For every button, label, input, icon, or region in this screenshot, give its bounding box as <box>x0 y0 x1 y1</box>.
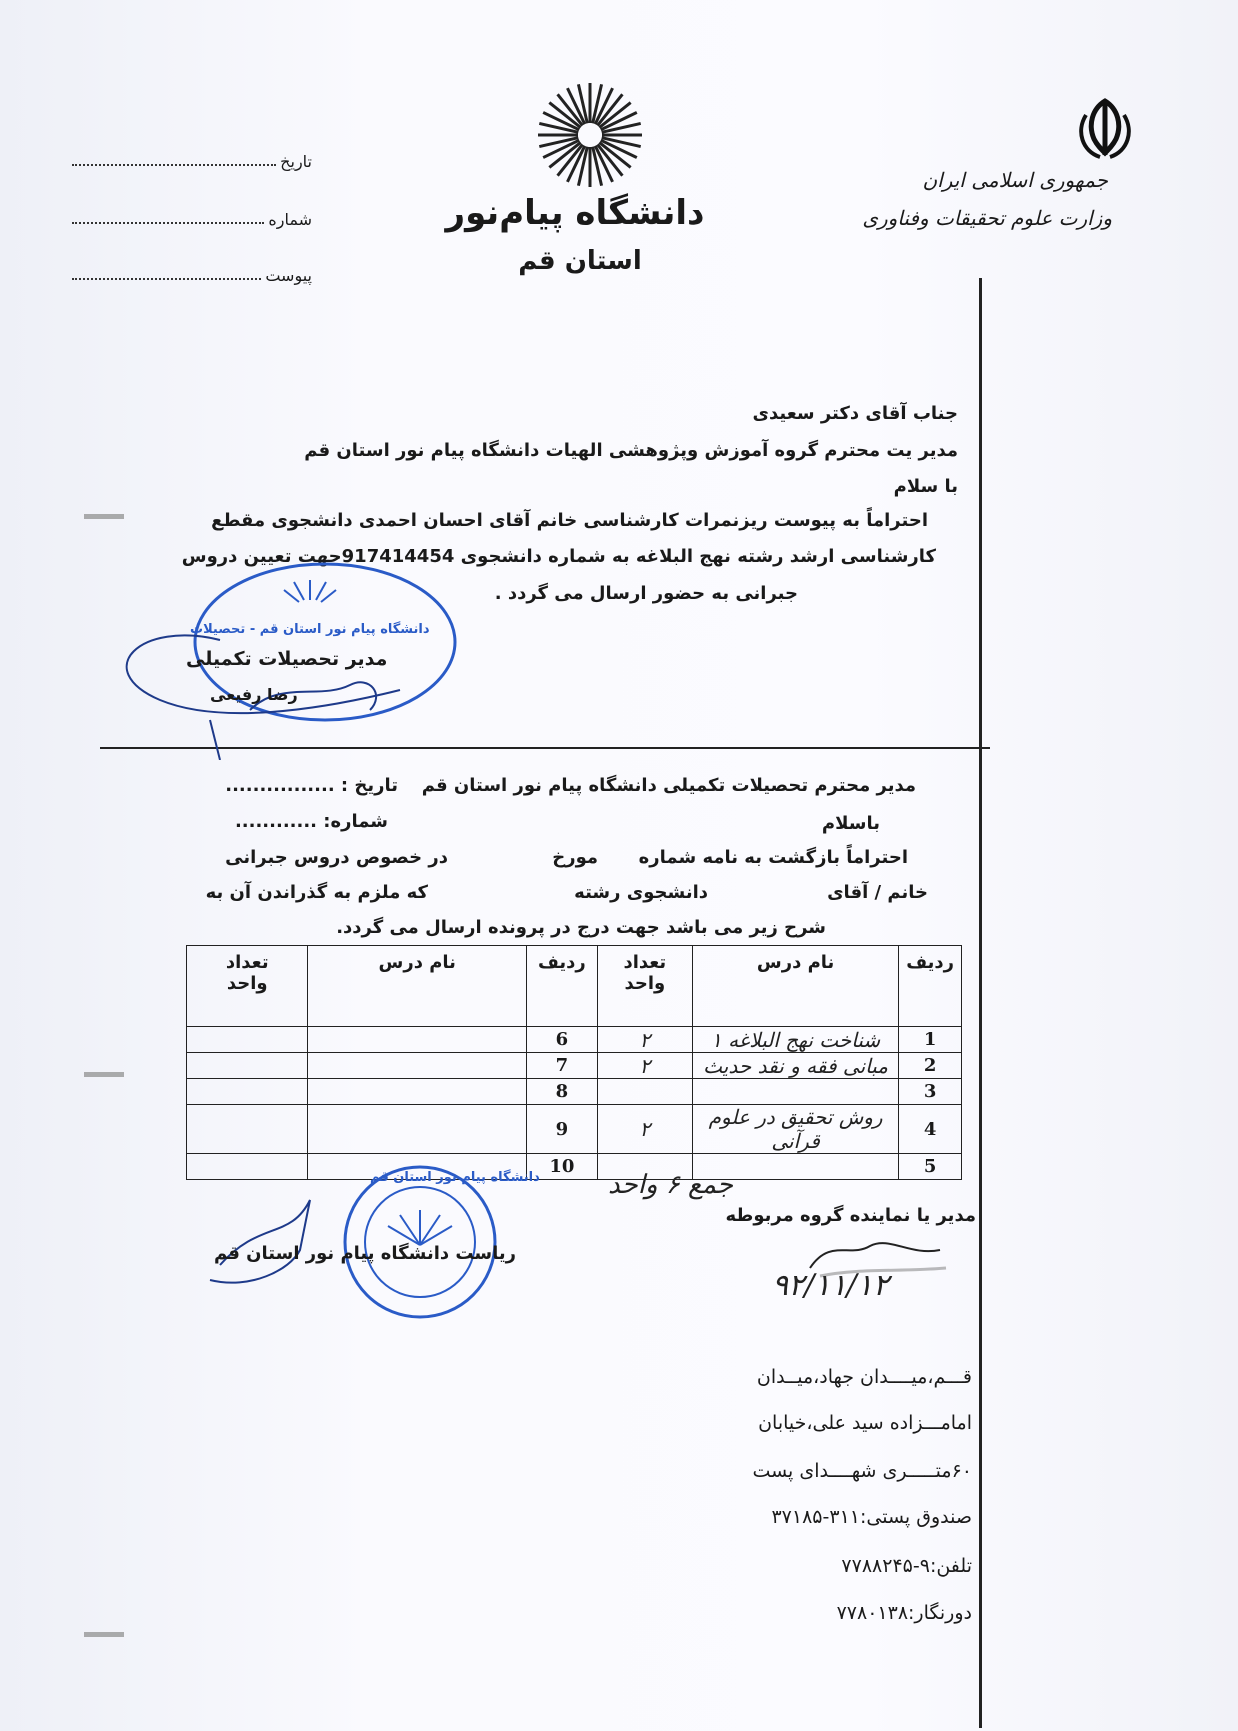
seal-text: دانشگاه پیام نور استان قم <box>370 1170 540 1185</box>
letter2-student-c: که ملزم به گذراندن آن به <box>205 882 428 903</box>
col-header-units: تعداد واحد <box>597 946 692 1027</box>
letter2-student-a: خانم / آقای <box>827 882 928 903</box>
handwritten-total: جمع ۶ واحد <box>608 1170 733 1200</box>
letter1-body-line2: کارشناسی ارشد رشته نهج البلاغه به شماره دانشجوی 917414454جهت تعیین دروس <box>181 546 936 567</box>
course-name: روش تحقیق در علوم قرآنی <box>692 1105 898 1154</box>
compensatory-courses-table <box>186 945 962 1180</box>
col-header-row-number: ردیف <box>526 946 597 1027</box>
row-number: 7 <box>526 1053 597 1079</box>
letter2-student-b: دانشجوی رشته <box>574 882 708 903</box>
course-units <box>187 1105 308 1154</box>
group-representative-label: مدیر یا نماینده گروه مربوطه <box>725 1205 976 1226</box>
vertical-divider <box>979 278 982 1728</box>
row-number: 4 <box>899 1105 962 1154</box>
letter2-greeting: باسلام <box>821 813 880 834</box>
ministry-line1: جمهوری اسلامی ایران <box>922 168 1108 192</box>
letter1-body-line3: جبرانی به حضور ارسال می گردد . <box>494 583 798 604</box>
letter2-ref-line-c: در خصوص دروس جبرانی <box>225 847 448 868</box>
course-name <box>308 1027 527 1053</box>
course-name <box>308 1105 527 1154</box>
address-line3: ۶۰متـــــری شهــــدای پست <box>752 1460 972 1482</box>
header-date-field <box>72 152 312 171</box>
row-number: 2 <box>899 1053 962 1079</box>
letter2-ref-line-a: احتراماً بازگشت به نامه شماره <box>638 847 908 868</box>
university-branch: استان قم <box>518 246 642 276</box>
letter1-signatory-title: مدیر تحصیلات تکمیلی <box>186 648 388 670</box>
letter2-date: تاریخ : ................ <box>225 775 398 796</box>
row-number: 3 <box>899 1079 962 1105</box>
letter2-number: شماره: ............ <box>234 811 388 832</box>
course-units: ۲ <box>597 1053 692 1079</box>
header-attachment-label: پیوست <box>265 266 312 285</box>
row-number: 10 <box>526 1154 597 1180</box>
col-header-course: نام درس <box>692 946 898 1027</box>
course-units <box>187 1027 308 1053</box>
course-units <box>187 1053 308 1079</box>
group-rep-date: ۹۲/۱۱/۱۲ <box>772 1268 889 1303</box>
letter1-recipient: جناب آقای دکتر سعیدی <box>752 403 958 424</box>
letter2-ref-line-b: مورخ <box>552 847 598 868</box>
course-units <box>187 1079 308 1105</box>
address-line2: امامـــزاده سید علی،خیابان <box>758 1412 972 1434</box>
pnu-sunburst-logo-icon <box>535 80 645 190</box>
header-number-field <box>72 210 312 229</box>
scan-mark <box>84 1632 124 1637</box>
letter1-recipient-title: مدیر یت محترم گروه آموزش وپژوهشی الهیات دانشگاه پیام نور استان قم <box>304 440 958 461</box>
address-fax: دورنگار:۷۷۸۰۱۳۸ <box>836 1602 972 1624</box>
table-row <box>187 1105 962 1154</box>
letter1-body-line1: احتراماً به پیوست ریزنمرات کارشناسی خانم آقای احسان احمدی دانشجوی مقطع <box>211 510 928 531</box>
col-header-units: تعداد واحد <box>187 946 308 1027</box>
table-row <box>187 1027 962 1053</box>
course-units: ۲ <box>597 1027 692 1053</box>
header-number-label: شماره <box>268 210 312 229</box>
scan-mark <box>84 1072 124 1077</box>
row-number: 8 <box>526 1079 597 1105</box>
letter1-signatory-name: رضا رفیعی <box>210 685 298 704</box>
ministry-line2: وزارت علوم تحقیقات وفناوری <box>862 206 1112 230</box>
stamp-text: دانشگاه پیام نور استان قم - تحصیلات <box>190 622 430 637</box>
presidency-label: ریاست دانشگاه پیام نور استان قم <box>214 1243 517 1264</box>
header-attachment-field <box>72 266 312 285</box>
row-number: 9 <box>526 1105 597 1154</box>
university-name: دانشگاه پیام‌نور <box>445 193 705 233</box>
scan-mark <box>84 514 124 519</box>
course-name <box>308 1079 527 1105</box>
address-line1: قـــم،میــــدان جهاد،میــدان <box>756 1366 972 1388</box>
course-units <box>597 1079 692 1105</box>
address-line4: صندوق پستی:۳۱۱-۳۷۱۸۵ <box>771 1506 972 1528</box>
course-name <box>692 1079 898 1105</box>
table-row <box>187 1053 962 1079</box>
letter1-greeting: با سلام <box>893 476 958 497</box>
course-name <box>308 1053 527 1079</box>
course-units: ۲ <box>597 1105 692 1154</box>
address-phone: تلفن:۹-۷۷۸۸۲۴۵ <box>841 1555 972 1577</box>
col-header-row-number: ردیف <box>899 946 962 1027</box>
header-date-label: تاریخ <box>280 152 312 171</box>
row-number: 6 <box>526 1027 597 1053</box>
col-header-course: نام درس <box>308 946 527 1027</box>
row-number: 5 <box>899 1154 962 1180</box>
letter2-recipient: مدیر محترم تحصیلات تکمیلی دانشگاه پیام نور استان قم <box>421 775 916 796</box>
table-row <box>187 1079 962 1105</box>
table-header-row <box>187 946 962 1027</box>
iran-emblem-icon <box>1070 95 1140 165</box>
letter2-closing: شرح زیر می باشد جهت درج در پرونده ارسال می گردد. <box>336 917 826 938</box>
course-name: مبانی فقه و نقد حدیث <box>692 1053 898 1079</box>
course-name: شناخت نهج البلاغه ۱ <box>692 1027 898 1053</box>
row-number: 1 <box>899 1027 962 1053</box>
